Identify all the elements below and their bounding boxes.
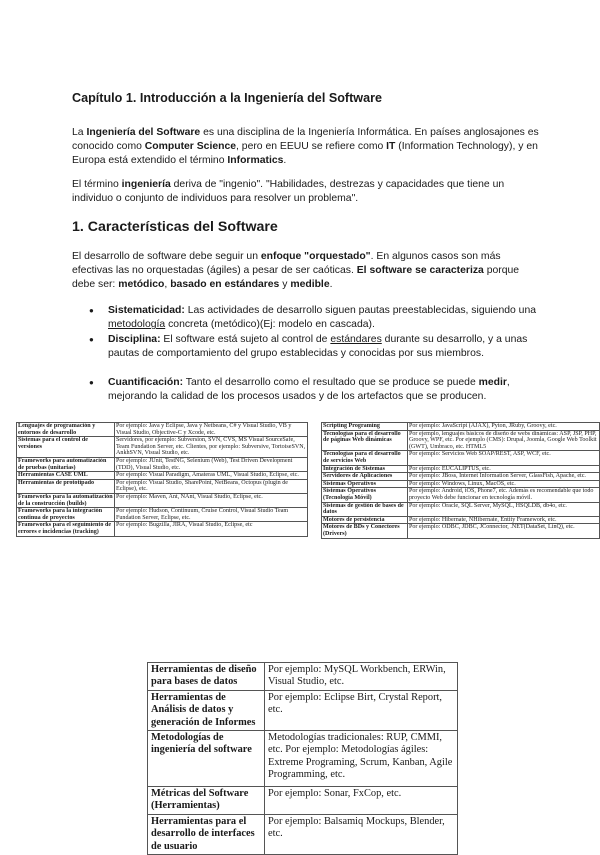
- text: durante su desarrollo, y a unas pautas de comportamiento del grupo establecidas y conocidas por sus miembros.: [108, 334, 528, 360]
- text: El software está sujeto al control de: [160, 334, 331, 345]
- table-row: [322, 502, 600, 516]
- table-row: [322, 451, 600, 465]
- table-cell: Por ejemplo: Sonar, FxCop, etc.: [265, 787, 458, 815]
- bold-term: Ingeniería del Software: [86, 127, 201, 138]
- tools-table-bottom: [147, 662, 458, 855]
- table-cell: Herramientas de prototipado: [17, 479, 115, 493]
- bullet-item: [108, 333, 538, 361]
- table-cell: Por ejemplo: Bugzilla, JIRA, Visual Studio, Eclipse, etc: [115, 522, 308, 536]
- table-row: [322, 473, 600, 481]
- table-cell: Frameworks para la integración continua de proyectos: [17, 508, 115, 522]
- table-row: [148, 690, 458, 730]
- table-cell: Sistemas para el control de versiones: [17, 437, 115, 458]
- table-row: [17, 508, 308, 522]
- table-cell: Métricas del Software (Herramientas): [148, 787, 265, 815]
- table-cell: Frameworks para el seguimiento de errores e incidencias (tracking): [17, 522, 115, 536]
- table-cell: Por ejemplo: Hibernate, NHibernate, Entity Framework, etc.: [408, 516, 600, 524]
- text: y: [279, 279, 291, 291]
- text: . En algunos casos son más efectivas las no orquestadas (ágiles) a pesar de ser caóticas.: [72, 251, 501, 277]
- intro-paragraph: [72, 126, 542, 169]
- table-cell: Por ejemplo: JUnit, TestNG, Selenium (Web), Test Driven Development (TDD), Visual Studio, etc.: [115, 457, 308, 471]
- table-row: [148, 731, 458, 787]
- table-row: [322, 465, 600, 473]
- table-cell: Por ejemplo: Java y Eclipse, Java y Netbeans, C# y Visual Studio, VB y Visual Studio, Objective-C y Xcode, etc.: [115, 423, 308, 437]
- bold-term: medible: [290, 279, 330, 291]
- table-cell: Scripting Programing: [322, 423, 408, 431]
- table-row: [322, 524, 600, 538]
- text: .: [329, 279, 333, 291]
- table-row: [17, 479, 308, 493]
- bullet-item: [108, 304, 538, 332]
- text: concreta (metódico)(Ej: modelo en cascada).: [165, 319, 375, 331]
- table-row: [148, 787, 458, 815]
- bold-term: El software se caracteriza: [356, 265, 484, 277]
- table-cell: Motores de persistencia: [322, 516, 408, 524]
- bullet-item: [108, 376, 538, 404]
- bold-term: ingeniería: [121, 179, 171, 190]
- table-row: [17, 437, 308, 458]
- table-cell: Por ejemplo: Balsamiq Mockups, Blender, etc.: [265, 814, 458, 854]
- table-cell: Sistemas de gestión de bases de datos: [322, 502, 408, 516]
- table-cell: Herramientas para el desarrollo de interfaces de usuario: [148, 814, 265, 854]
- bold-term: enfoque "orquestado": [260, 251, 371, 262]
- bold-term: Informatics: [227, 155, 284, 167]
- table-cell: Integración de Sistemas: [322, 465, 408, 473]
- table-cell: Frameworks para automatización de pruebas (unitarias): [17, 457, 115, 471]
- table-cell: Motores de BDs y Conectores (Drivers): [322, 524, 408, 538]
- table-row: [17, 522, 308, 536]
- table-cell: Servidores, por ejemplo: Subversion, SVN, CVS, MS Visual SourceSafe, Team Fundation Server, etc. Clientes, por ejemplo: Subversive, TortoiseSVN, AnkhSVN, Visual Studio, etc.: [115, 437, 308, 458]
- text: Las actividades de desarrollo siguen pautas preestablecidas, siguiendo una: [184, 305, 537, 316]
- table-cell: Herramientas de diseño para bases de datos: [148, 663, 265, 691]
- table-row: [17, 457, 308, 471]
- table-cell: Sistemas Operativos: [322, 480, 408, 488]
- table-cell: Por ejemplo: Servicios Web SOAP/REST, ASP, WCF, etc.: [408, 451, 600, 465]
- section-title: 1. Características del Software: [72, 219, 278, 235]
- table-cell: Herramientas de Análisis de datos y generación de Informes: [148, 690, 265, 730]
- bold-term: metódico: [118, 279, 165, 291]
- table-cell: Herramientas CASE UML: [17, 472, 115, 480]
- text: deriva de "ingenio". "Habilidades, destrezas y capacidades que tiene un individuo o conjunto de individuos para resolver un problema".: [72, 179, 505, 205]
- tools-table-left: [16, 422, 308, 537]
- text: es una disciplina de la Ingeniería Informática. En países anglosajones es conocido como: [72, 127, 539, 153]
- bold-term: Computer Science: [144, 141, 237, 153]
- table-cell: Frameworks para la automatización de la construcción (builds): [18, 493, 113, 507]
- bold-term: basado en estándares: [170, 279, 280, 291]
- bullet-label: Sistematicidad:: [108, 305, 185, 316]
- table-cell: Por ejemplo: Android, iOS, Phone7, etc. Además es recomendable que todo proyecto Web debe funcionar en tecnología móvil.: [408, 488, 600, 502]
- text: El término: [72, 179, 122, 190]
- text: porque debe ser:: [72, 265, 520, 291]
- table-cell: Por ejemplo: JBoss, Internet Information Server, GlassFish, Apache, etc.: [408, 473, 600, 481]
- bullet-label: Disciplina:: [108, 334, 161, 345]
- text: , pero en EEUU se refiere como: [236, 141, 387, 153]
- underlined-term: estándares: [330, 334, 382, 345]
- table-cell: Por ejemplo: Maven, Ant, NAnt, Visual Studio, Eclipse, etc.: [115, 493, 308, 507]
- table-cell: Por ejemplo: Eclipse Birt, Crystal Report, etc.: [265, 690, 458, 730]
- table-row: [322, 516, 600, 524]
- bold-term: IT: [386, 141, 396, 153]
- table-row: [322, 423, 600, 431]
- text: El desarrollo de software debe seguir un: [72, 251, 261, 262]
- tools-table-right: [321, 422, 600, 539]
- term-paragraph: [72, 178, 542, 206]
- table-cell: Por ejemplo: MySQL Workbench, ERWin, Visual Studio, etc.: [265, 663, 458, 691]
- table-cell: Tecnologías para el desarrollo de páginas Web dinámicas: [322, 430, 408, 451]
- table-cell: Por ejemplo: Hudson, Continuum, Cruise Control, Visual Studio Team Fundation Server, Eclipse, etc.: [115, 508, 308, 522]
- table-cell: Sistemas Operativos (Tecnología Móvil): [322, 488, 408, 502]
- text: , mejorando la calidad de los procesos usados y de los artefactos que se producen.: [108, 377, 510, 403]
- table-cell: Tecnologías para el desarrollo de servicios Web: [322, 451, 408, 465]
- table-row: [148, 663, 458, 691]
- text: ,: [164, 279, 171, 291]
- dev-paragraph: [72, 250, 542, 293]
- chapter-title: Capítulo 1. Introducción a la Ingeniería del Software: [72, 91, 382, 105]
- text: (Information Technology), y en Europa está extendido el término: [72, 141, 538, 167]
- table-row: [148, 814, 458, 854]
- table-row: [322, 488, 600, 502]
- table-cell: Por ejemplo: ODBC, JDBC, JConnector, .NET(DataSet, LinQ), etc.: [408, 524, 600, 538]
- table-cell: Por ejemplo, lenguajes básicos de diseño de webs dinámicas: ASP, JSP, PHP, Groovy, WPF, etc. Por ejemplo (CMS): Drupal, Joomla, Google Web Toolkit (GWT), Umbraco, etc. HTML5: [408, 430, 600, 451]
- table-cell: Por ejemplo: Oracle, SQL Server, MySQL, HSQLDB, db4o, etc.: [408, 502, 600, 516]
- table-cell: Por ejemplo: JavaScript (AJAX), Pyton, JRuby, Groovy, etc.: [408, 423, 600, 431]
- underlined-term: metodología: [108, 319, 166, 331]
- bullet-label: Cuantificación:: [108, 377, 184, 388]
- table-row: [322, 430, 600, 451]
- table-cell: Por ejemplo: Windows, Linux, MacOS, etc.: [408, 480, 600, 488]
- table-cell: Metodologías tradicionales: RUP, CMMI, etc. Por ejemplo: Metodologías ágiles: Extreme Programing, Scrum, Kanban, Agile Programming, etc.: [265, 731, 458, 787]
- table-row: [322, 480, 600, 488]
- table-row: [17, 472, 308, 480]
- table-cell: Por ejemplo: Visual Paradigm, Amateras UML, Visual Studio, Eclipse, etc.: [115, 472, 308, 480]
- table-cell: Por ejemplo: EUCALIPTUS, etc.: [408, 465, 600, 473]
- text: La: [72, 127, 87, 138]
- table-cell: Metodologías de ingeniería del software: [148, 731, 265, 787]
- bold-term: medir: [478, 377, 507, 388]
- table-cell: Por ejemplo: Visual Studio, SharePoint, NetBeans, Octopus (plugin de Eclipse), etc.: [115, 479, 308, 493]
- table-cell: Servidores de Aplicaciones: [322, 473, 408, 481]
- text: .: [283, 155, 287, 167]
- table-cell: Lenguajes de programación y entornos de desarrollo: [17, 423, 115, 437]
- table-row: [17, 493, 308, 507]
- table-row: [17, 423, 308, 437]
- text: Tanto el desarrollo como el resultado que se produce se puede: [183, 377, 479, 388]
